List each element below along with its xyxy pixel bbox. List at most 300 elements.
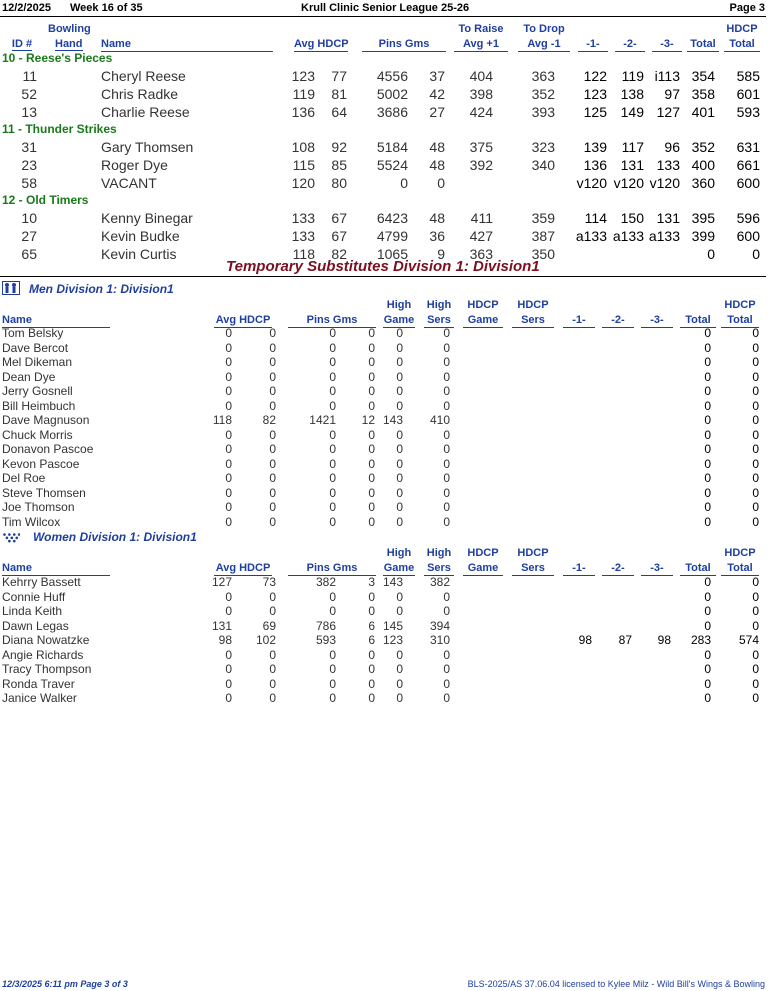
col-pins-gms: Pins Gms [288, 313, 376, 328]
to-drop: 340 [531, 157, 555, 173]
game1-score: a133 [575, 228, 607, 244]
bowler-name: Del Roe [2, 471, 46, 485]
to-raise: 404 [469, 68, 493, 84]
table-row[interactable] [0, 428, 766, 442]
col-total: Total [687, 37, 719, 52]
table-row[interactable] [0, 691, 766, 705]
hdcp-total: 596 [736, 210, 760, 226]
bowler-avg: 0 [225, 589, 232, 604]
col-game3: -3- [652, 37, 682, 52]
hdcp-total: 0 [752, 369, 759, 384]
series-total: 352 [691, 139, 715, 155]
high-series: 0 [443, 427, 450, 442]
to-raise: 411 [470, 210, 493, 226]
bowler-avg: 136 [291, 104, 315, 120]
bowler-pins: 593 [315, 633, 336, 647]
bowler-pins: 0 [329, 485, 336, 500]
bowler-id: 10 [21, 210, 37, 226]
col-game2: -2- [602, 313, 634, 328]
bowler-hdcp: 0 [269, 589, 276, 604]
high-game: 0 [396, 485, 403, 500]
report-date: 12/2/2025 [2, 2, 51, 14]
hdcp-total: 0 [752, 662, 759, 676]
high-game: 0 [396, 456, 403, 471]
table-row[interactable] [0, 662, 766, 676]
bowler-id: 27 [21, 228, 37, 244]
high-game: 0 [396, 604, 403, 618]
game2-score: 150 [620, 210, 644, 226]
high-game: 0 [396, 662, 403, 676]
series-total: 0 [707, 246, 715, 262]
high-game: 143 [382, 575, 403, 589]
high-game: 0 [396, 355, 403, 369]
bowler-hdcp: 102 [255, 633, 276, 647]
series-total: 0 [704, 471, 711, 485]
col-total: Total [680, 313, 716, 328]
table-row[interactable] [0, 590, 766, 604]
bowler-name: Dave Bercot [2, 340, 69, 355]
col-to-drop-avg: Avg -1 [518, 37, 570, 52]
high-series: 0 [443, 384, 450, 398]
bowler-name: Kenny Binegar [101, 210, 193, 226]
bowler-games: 36 [429, 228, 445, 244]
col-bowling: Bowling [48, 23, 91, 35]
high-series: 310 [429, 633, 450, 647]
bowler-games: 3 [368, 575, 375, 589]
bowler-name: VACANT [101, 175, 157, 191]
bowler-avg: 0 [225, 514, 232, 529]
hdcp-total: 0 [752, 485, 759, 500]
col-game3: -3- [641, 313, 673, 328]
bowler-name: Jerry Gosnell [2, 384, 73, 398]
series-total: 0 [704, 500, 711, 514]
bowler-avg: 0 [225, 456, 232, 471]
table-row[interactable] [0, 341, 766, 355]
table-row[interactable] [0, 326, 766, 340]
bowler-hdcp: 0 [269, 485, 276, 500]
col-to-raise-avg: Avg +1 [454, 37, 508, 52]
bowler-avg: 133 [291, 210, 315, 226]
bowler-games: 6 [368, 633, 375, 647]
bowler-hdcp: 0 [269, 604, 276, 618]
game2-score: 149 [620, 104, 644, 120]
series-total: 0 [704, 618, 711, 633]
bowler-pins: 0 [329, 355, 336, 369]
col-hdcp-total: Total [721, 561, 759, 576]
bowler-hdcp: 73 [262, 575, 276, 589]
table-row[interactable] [0, 86, 766, 104]
bowler-pins: 5524 [376, 157, 408, 173]
table-row[interactable] [0, 575, 766, 589]
series-total: 358 [691, 86, 715, 102]
bowler-hdcp: 82 [331, 246, 347, 262]
game3-score: 127 [656, 104, 680, 120]
bowler-hdcp: 0 [269, 340, 276, 355]
bowler-games: 0 [368, 456, 375, 471]
series-total: 0 [704, 575, 711, 589]
hdcp-total: 0 [752, 384, 759, 398]
game3-score: i113 [654, 68, 680, 84]
bowler-id: 23 [21, 157, 37, 173]
bowler-pins: 0 [329, 691, 336, 705]
col-game1: -1- [563, 561, 595, 576]
hdcp-total: 0 [752, 604, 759, 618]
bowler-games: 0 [368, 340, 375, 355]
table-row[interactable] [0, 370, 766, 384]
to-raise: 427 [469, 228, 493, 244]
high-game: 0 [396, 340, 403, 355]
bowler-name: Linda Keith [2, 604, 63, 618]
bowler-games: 48 [429, 210, 445, 226]
bowler-pins: 1065 [376, 246, 408, 262]
game1-score: v120 [576, 175, 607, 191]
hdcp-total: 0 [752, 427, 759, 442]
bowler-name: Connie Huff [2, 589, 66, 604]
series-total: 360 [691, 175, 715, 191]
col-name: Name [2, 313, 110, 328]
col-to-raise: To Raise [458, 23, 504, 35]
bowler-hdcp: 0 [269, 647, 276, 662]
col-hdcp-total-top: HDCP [724, 299, 756, 311]
bowler-pins: 4799 [376, 228, 408, 244]
bowler-pins: 0 [329, 326, 336, 340]
league-name: Krull Clinic Senior League 25-26 [301, 2, 470, 14]
bowler-id: 11 [22, 68, 37, 84]
table-row[interactable] [0, 515, 766, 529]
bowler-avg: 131 [211, 618, 232, 633]
bowler-games: 0 [368, 500, 375, 514]
series-total: 0 [704, 691, 711, 705]
series-total: 0 [704, 340, 711, 355]
bowler-name: Cheryl Reese [101, 68, 186, 84]
bowler-hdcp: 0 [269, 456, 276, 471]
high-game: 0 [396, 384, 403, 398]
series-total: 395 [691, 210, 715, 226]
table-row[interactable] [0, 104, 766, 122]
bowler-avg: 115 [292, 157, 315, 173]
bowler-games: 9 [437, 246, 445, 262]
game3-score: 131 [656, 210, 680, 226]
to-raise: 363 [469, 246, 493, 262]
col-pins-gms: Pins Gms [288, 561, 376, 576]
bowler-hdcp: 0 [269, 676, 276, 691]
bowler-games: 0 [368, 662, 375, 676]
series-total: 0 [704, 604, 711, 618]
bowler-games: 0 [368, 442, 375, 456]
bowler-avg: 108 [291, 139, 315, 155]
to-drop: 363 [531, 68, 555, 84]
hdcp-total: 0 [752, 413, 759, 427]
bowler-pins: 5184 [376, 139, 408, 155]
high-series: 394 [429, 618, 450, 633]
bowler-games: 42 [429, 86, 445, 102]
bowler-avg: 0 [225, 485, 232, 500]
game2-score: 119 [621, 68, 644, 84]
col-name: Name [101, 37, 273, 52]
high-series: 0 [443, 662, 450, 676]
table-row[interactable] [0, 648, 766, 662]
table-row[interactable] [0, 384, 766, 398]
bowler-pins: 0 [329, 427, 336, 442]
table-row[interactable] [0, 210, 766, 228]
high-series: 0 [443, 355, 450, 369]
bowler-name: Kevin Curtis [101, 246, 177, 262]
bowler-hdcp: 92 [331, 139, 347, 155]
bowler-hdcp: 0 [269, 355, 276, 369]
bowler-games: 0 [368, 604, 375, 618]
game3-score: v120 [649, 175, 680, 191]
high-series: 0 [443, 471, 450, 485]
table-row[interactable] [0, 619, 766, 633]
bowler-hdcp: 0 [269, 514, 276, 529]
bowler-games: 0 [368, 398, 375, 413]
series-total: 0 [704, 676, 711, 691]
high-game: 0 [396, 369, 403, 384]
bowler-name: Tom Belsky [2, 326, 64, 340]
high-series: 0 [443, 500, 450, 514]
hdcp-total: 600 [736, 175, 760, 191]
high-game: 0 [396, 589, 403, 604]
bowler-pins: 4556 [376, 68, 408, 84]
col-hdcp-game-top: HDCP [467, 299, 499, 311]
bowler-avg: 0 [225, 326, 232, 340]
table-row[interactable] [0, 442, 766, 456]
bowler-name: Ronda Traver [2, 676, 75, 691]
bowler-pins: 0 [329, 514, 336, 529]
bowler-games: 0 [368, 384, 375, 398]
series-total: 0 [704, 398, 711, 413]
bowler-avg: 0 [225, 398, 232, 413]
bowler-pins: 5002 [376, 86, 408, 102]
col-hdcp-game: Game [463, 561, 503, 576]
team-title: 12 - Old Timers [2, 193, 89, 207]
bowler-id: 13 [21, 104, 37, 120]
col-hand: Hand [55, 38, 83, 50]
bowler-hdcp: 77 [331, 68, 347, 84]
bowler-avg: 0 [225, 662, 232, 676]
bowler-name: Steve Thomsen [2, 485, 86, 500]
bowler-name: Joe Thomson [2, 500, 75, 514]
high-game: 0 [396, 676, 403, 691]
bowler-hdcp: 85 [331, 157, 347, 173]
hdcp-total: 0 [752, 676, 759, 691]
table-row[interactable] [0, 413, 766, 427]
to-raise: 375 [469, 139, 493, 155]
bowler-pins: 0 [329, 398, 336, 413]
bowler-id: 58 [21, 175, 37, 191]
bowler-games: 0 [368, 589, 375, 604]
bowler-hdcp: 81 [331, 86, 347, 102]
col-hdcp-total: Total [724, 37, 760, 52]
high-game: 0 [396, 647, 403, 662]
to-drop: 387 [531, 228, 555, 244]
series-total: 399 [691, 228, 715, 244]
bowler-hdcp: 0 [269, 442, 276, 456]
col-game2: -2- [602, 561, 634, 576]
col-game3: -3- [641, 561, 673, 576]
bowler-id: 65 [21, 246, 37, 262]
game2-score: 87 [618, 633, 632, 647]
bowler-pins: 0 [329, 662, 336, 676]
table-row[interactable] [0, 471, 766, 485]
table-row[interactable] [0, 500, 766, 514]
bowler-pins: 0 [329, 442, 336, 456]
bowler-name: Roger Dye [101, 157, 168, 173]
series-total: 0 [704, 485, 711, 500]
bowler-games: 27 [429, 104, 445, 120]
high-series: 0 [443, 442, 450, 456]
series-total: 0 [704, 442, 711, 456]
bowler-name: Kevin Budke [101, 228, 180, 244]
bowler-avg: 119 [292, 86, 315, 102]
bowler-games: 0 [368, 691, 375, 705]
bowler-games: 6 [368, 618, 375, 633]
col-hdcp-total-top: HDCP [724, 547, 756, 559]
to-raise: 398 [469, 86, 493, 102]
hdcp-total: 0 [752, 589, 759, 604]
table-row[interactable] [0, 355, 766, 369]
high-series: 0 [443, 691, 450, 705]
hdcp-total: 574 [738, 633, 759, 647]
hdcp-total: 661 [736, 157, 760, 173]
col-high-game-top: High [386, 299, 412, 311]
high-game: 0 [396, 691, 403, 705]
series-total: 0 [704, 369, 711, 384]
bowler-hdcp: 0 [269, 326, 276, 340]
col-hdcp-sers-top: HDCP [517, 547, 549, 559]
col-total: Total [680, 561, 716, 576]
bowler-avg: 0 [225, 471, 232, 485]
table-row[interactable] [0, 677, 766, 691]
high-series: 0 [443, 398, 450, 413]
high-game: 0 [396, 471, 403, 485]
bowler-avg: 133 [291, 228, 315, 244]
bowler-pins: 3686 [376, 104, 408, 120]
bowler-pins: 0 [329, 647, 336, 662]
to-drop: 393 [531, 104, 555, 120]
bowler-games: 0 [368, 676, 375, 691]
high-series: 0 [443, 326, 450, 340]
col-hdcp-sers-top: HDCP [517, 299, 549, 311]
table-row[interactable] [0, 633, 766, 647]
col-avg-hdcp: Avg HDCP [294, 38, 349, 50]
bowler-name: Donavon Pascoe [2, 442, 94, 456]
bowler-name: Dave Magnuson [2, 413, 90, 427]
col-hdcp-game-top: HDCP [467, 547, 499, 559]
bowler-name: Bill Heimbuch [2, 398, 76, 413]
game1-score: 136 [583, 157, 607, 173]
table-row[interactable] [0, 399, 766, 413]
bowler-pins: 0 [329, 340, 336, 355]
series-total: 0 [704, 662, 711, 676]
table-row[interactable] [0, 139, 766, 157]
high-series: 0 [443, 647, 450, 662]
hdcp-total: 0 [752, 647, 759, 662]
bowler-name: Angie Richards [2, 647, 84, 662]
high-game: 0 [396, 398, 403, 413]
bowler-pins: 0 [329, 589, 336, 604]
col-game2: -2- [615, 37, 645, 52]
header-divider [0, 16, 766, 17]
game1-score: 114 [584, 210, 607, 226]
bowler-hdcp: 0 [269, 662, 276, 676]
high-game: 0 [396, 326, 403, 340]
bowler-hdcp: 0 [269, 691, 276, 705]
high-series: 0 [443, 514, 450, 529]
bowler-pins: 786 [315, 618, 336, 633]
col-high-game-top: High [386, 547, 412, 559]
bowler-id: 52 [21, 86, 37, 102]
bowler-pins: 0 [329, 471, 336, 485]
bowler-name: Tracy Thompson [2, 662, 92, 676]
hdcp-total: 0 [752, 575, 759, 589]
bowler-name: Mel Dikeman [2, 355, 73, 369]
to-drop: 352 [531, 86, 555, 102]
bowler-pins: 1421 [309, 413, 336, 427]
bowler-avg: 0 [225, 691, 232, 705]
bowler-games: 12 [361, 413, 375, 427]
bowler-avg: 0 [225, 676, 232, 691]
bowler-hdcp: 0 [269, 427, 276, 442]
table-row[interactable] [0, 457, 766, 471]
to-raise: 424 [469, 104, 493, 120]
col-hdcp-sers: Sers [512, 561, 554, 576]
bowler-avg: 0 [225, 500, 232, 514]
bowler-games: 0 [368, 485, 375, 500]
col-high-sers: Sers [424, 313, 454, 328]
bowler-avg: 0 [225, 340, 232, 355]
table-row[interactable] [0, 157, 766, 175]
series-total: 0 [704, 413, 711, 427]
series-total: 400 [691, 157, 715, 173]
bowler-name: Dawn Legas [2, 618, 69, 633]
table-row[interactable] [0, 228, 766, 246]
table-row[interactable] [0, 175, 766, 193]
high-series: 0 [443, 589, 450, 604]
team-title: 10 - Reese's Pieces [2, 51, 113, 65]
high-series: 0 [443, 604, 450, 618]
bowler-avg: 0 [225, 369, 232, 384]
bowler-avg: 0 [225, 355, 232, 369]
footer-timestamp: 12/3/2025 6:11 pm Page 3 of 3 [2, 979, 128, 989]
bowler-pins: 0 [329, 676, 336, 691]
hdcp-total: 0 [752, 442, 759, 456]
high-series: 0 [443, 369, 450, 384]
bowler-pins: 0 [329, 500, 336, 514]
hdcp-total: 585 [736, 68, 760, 84]
bowler-avg: 120 [291, 175, 315, 191]
bowler-name: Kevon Pascoe [2, 456, 80, 471]
col-pins-gms: Pins Gms [362, 37, 446, 52]
bowler-avg: 98 [218, 633, 232, 647]
table-row[interactable] [0, 486, 766, 500]
col-to-drop: To Drop [523, 23, 565, 35]
bowler-name: Gary Thomsen [101, 139, 194, 155]
high-series: 410 [429, 413, 450, 427]
game1-score: 123 [583, 86, 607, 102]
footer-license: BLS-2025/AS 37.06.04 licensed to Kylee Milz - Wild Bill's Wings & Bowling [467, 979, 765, 989]
table-row[interactable] [0, 604, 766, 618]
series-total: 0 [704, 355, 711, 369]
hdcp-total: 0 [752, 456, 759, 471]
series-total: 401 [691, 104, 715, 120]
bowler-name: Dean Dye [2, 369, 56, 384]
bowler-games: 48 [429, 157, 445, 173]
bowler-avg: 0 [225, 427, 232, 442]
col-high-sers-top: High [426, 299, 452, 311]
hdcp-total: 0 [752, 691, 759, 705]
table-row[interactable] [0, 68, 766, 86]
